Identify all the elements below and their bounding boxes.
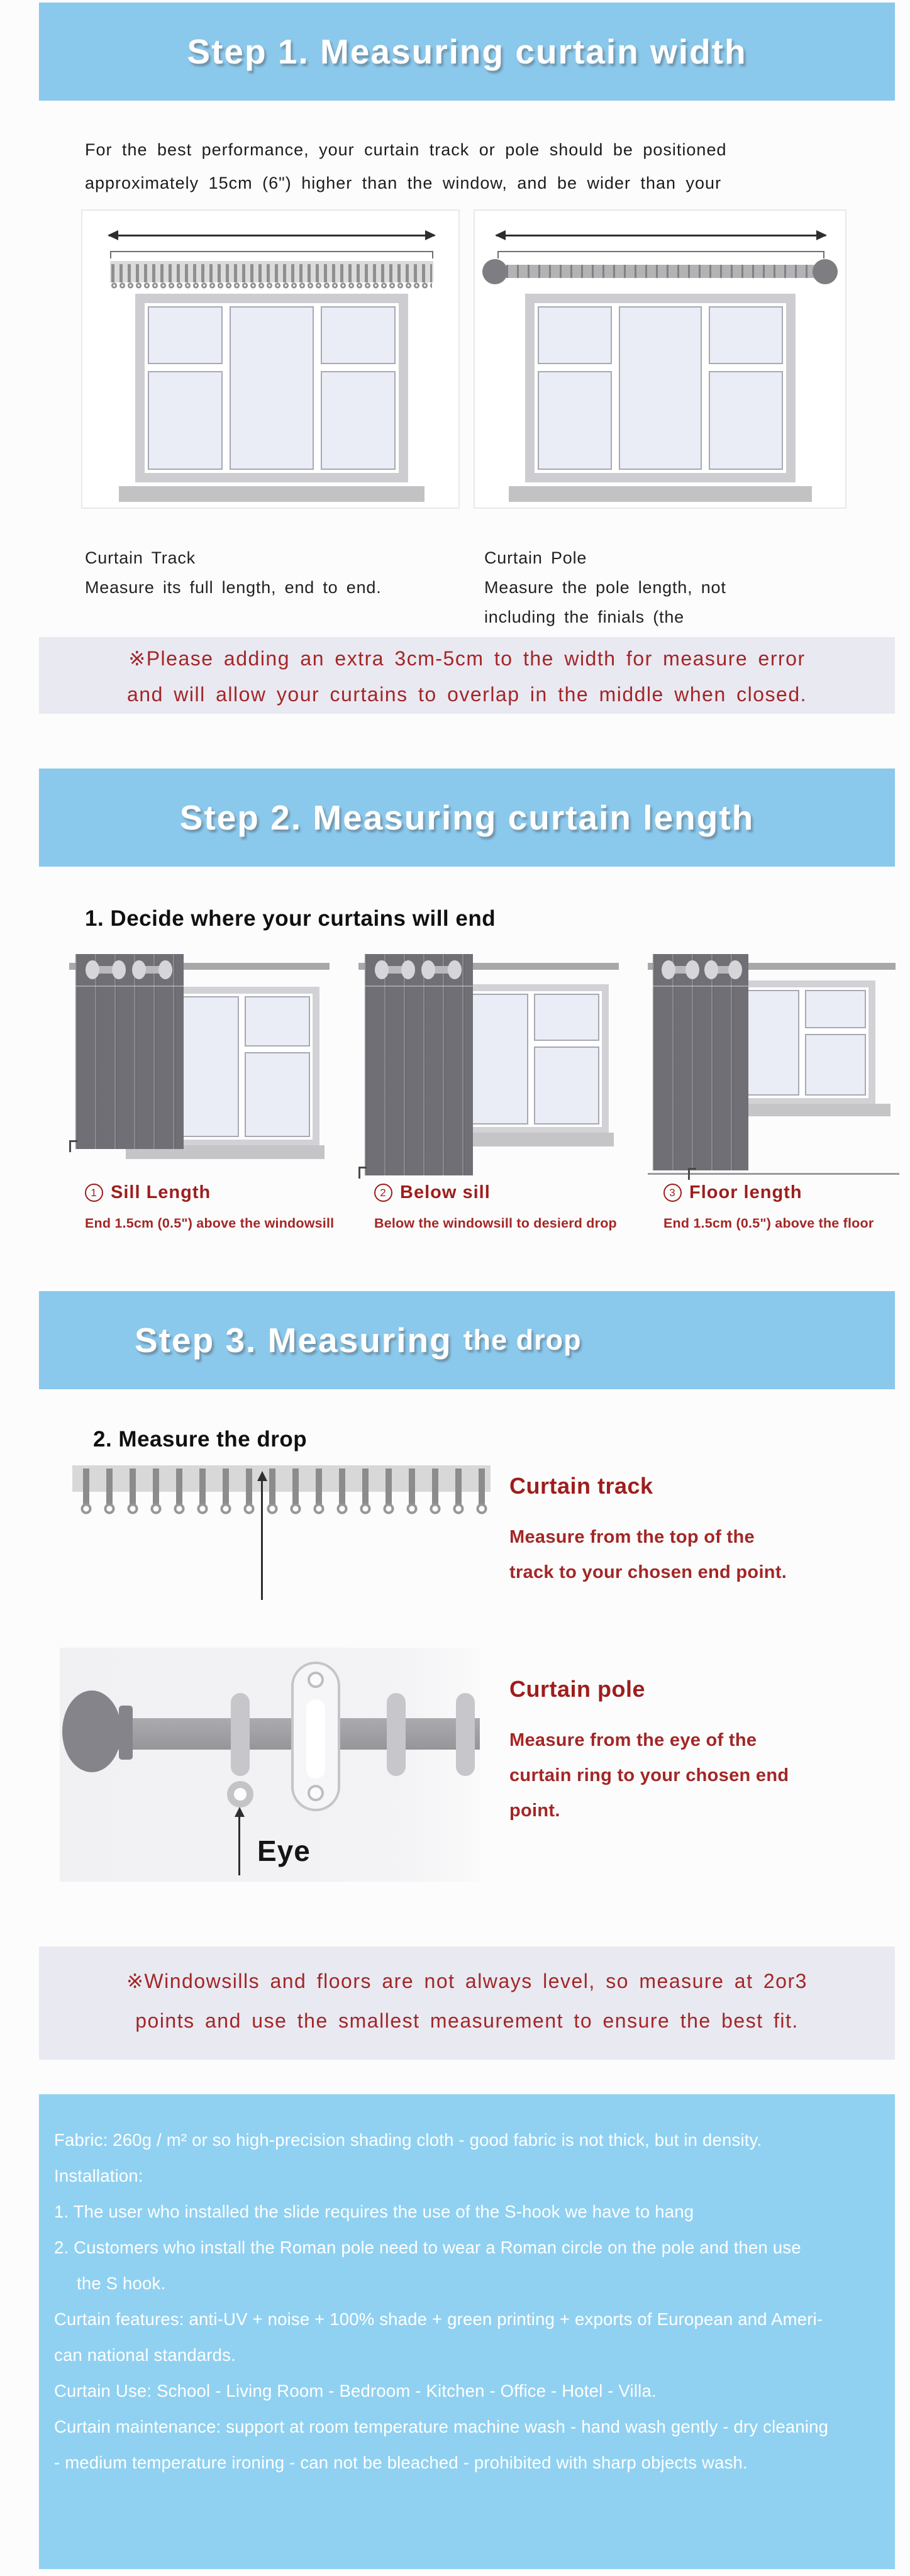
curtain-ring-eye (227, 1781, 253, 1807)
bracket-slot (306, 1699, 325, 1779)
window-illustration (728, 980, 875, 1105)
up-arrow-icon (238, 1816, 240, 1875)
windowsill (509, 486, 812, 502)
product-info-section (39, 2094, 895, 2569)
step2-banner (39, 769, 895, 867)
curtain-pole-bar (506, 265, 817, 278)
curtain-ring (231, 1693, 250, 1776)
curtain-track-hooks (74, 1468, 489, 1504)
pole-finial-left (482, 259, 508, 284)
floor-length-diagram (648, 947, 899, 1180)
pole-finial-ball (62, 1690, 121, 1772)
info-line: Curtain maintenance: support at room temperature machine wash - hand wash gently - dry cleaning (54, 2417, 829, 2436)
window-illustration (135, 294, 408, 482)
info-line: Curtain Use: School - Living Room - Bedroom - Kitchen - Office - Hotel - Villa. (54, 2381, 657, 2401)
step3-heading: 2. Measure the drop (93, 1427, 308, 1452)
window-pane (709, 306, 783, 364)
step1-banner-title: Step 1. Measuring curtain width (187, 32, 747, 71)
reference-mark-icon: ※ (128, 647, 147, 670)
level-note-line1: ※Windowsills and floors are not always level, so measure at 2or3 (126, 1970, 807, 1992)
window-column-right (321, 306, 396, 470)
window-column-right (534, 994, 600, 1124)
window-illustration (453, 984, 609, 1134)
curtain-track-hook-eyes (74, 1503, 489, 1516)
window-illustration (525, 294, 796, 482)
curtain-pole-desc: Measure from the eye of the curtain ring to your chosen end point. (509, 1730, 789, 1821)
below-sill-caption (374, 1182, 617, 1231)
window-pane (148, 371, 223, 470)
window-column-left (538, 306, 612, 470)
width-double-arrow-icon (496, 235, 826, 236)
curtain-track-drop-diagram (72, 1465, 491, 1601)
curtain-track-caption-title: Curtain Track (85, 548, 196, 567)
window-pane (538, 306, 612, 364)
window-column-left (148, 306, 223, 470)
curtain-track-hook-eyes (111, 282, 432, 289)
floor-length-title: Floor length (689, 1182, 802, 1202)
sill-length-diagram (69, 947, 333, 1180)
grommet-ring (421, 960, 435, 979)
window-pane (534, 1046, 600, 1124)
below-sill-title: Below sill (400, 1182, 491, 1202)
window-pane (321, 306, 396, 364)
width-measure-note (39, 637, 895, 714)
circled-number-icon: 1 (85, 1184, 103, 1202)
window-column-right (805, 990, 867, 1096)
info-line: Fabric: 260g / m² or so high-precision shading cloth - good fabric is not thick, but in density. (54, 2130, 762, 2150)
grommet-ring (132, 960, 146, 979)
curtain-pole-drop-diagram (60, 1648, 480, 1882)
step1-banner (39, 3, 895, 101)
curtain-panel (365, 954, 473, 1175)
window-pane (538, 371, 612, 470)
step2-banner-title: Step 2. Measuring curtain length (179, 798, 755, 837)
curtain-pole-window-diagram (474, 209, 846, 509)
grommet-ring (685, 960, 699, 979)
window-pane (709, 371, 783, 470)
grommet-ring (112, 960, 126, 979)
curtain-panel (75, 954, 184, 1149)
eye-label: Eye (257, 1835, 311, 1867)
window-pane (805, 990, 867, 1028)
step1-intro-paragraph (85, 133, 726, 200)
step3-banner-title: Step 3. Measuring (135, 1321, 452, 1360)
floor-line (648, 1173, 899, 1175)
info-line: the S hook. (77, 2273, 166, 2293)
curtain-track-gliders (111, 264, 432, 282)
info-line: Installation: (54, 2166, 143, 2185)
below-sill-diagram (358, 947, 623, 1180)
window-pane (619, 306, 702, 470)
window-pane (148, 306, 223, 364)
step1-intro-line2: approximately 15cm (6") higher than the window, and be wider than your (85, 174, 722, 192)
grommet-ring (158, 960, 172, 979)
info-line: 1. The user who installed the slide requires the use of the S-hook we have to hang (54, 2202, 694, 2221)
floor-length-caption (663, 1182, 874, 1231)
floor-length-desc: End 1.5cm (0.5") above the floor (663, 1216, 874, 1231)
level-note-line2: points and use the smallest measurement to ensure the best fit. (135, 2009, 799, 2032)
window-column-middle (230, 306, 314, 470)
window-pane (245, 996, 311, 1046)
window-pane (321, 371, 396, 470)
width-note-line1: ※Please adding an extra 3cm-5cm to the width for measure error (128, 647, 806, 670)
grommet-ring (401, 960, 415, 979)
window-column-middle (619, 306, 702, 470)
grommet-ring (86, 960, 99, 979)
grommet-ring (728, 960, 742, 979)
curtain-pole-caption-desc-line1: Measure the pole length, not (484, 578, 726, 597)
measure-bracket-line (110, 251, 433, 252)
window-pane (805, 1034, 867, 1096)
step1-intro-line1: For the best performance, your curtain track or pole should be positioned (85, 140, 727, 159)
sill-length-title-row (85, 1182, 334, 1203)
curtain-ring (456, 1693, 475, 1776)
step3-banner (39, 1291, 895, 1389)
below-sill-title-row (374, 1182, 617, 1203)
reference-mark-icon: ※ (126, 1970, 145, 1992)
grommet-ring (662, 960, 675, 979)
circled-number-icon: 3 (663, 1184, 682, 1202)
window-column-right (245, 996, 311, 1137)
step2-heading: 1. Decide where your curtains will end (85, 906, 496, 931)
info-line: 2. Customers who install the Roman pole need to wear a Roman circle on the pole and then use (54, 2238, 801, 2257)
below-sill-desc: Below the windowsill to desierd drop (374, 1216, 617, 1231)
curtain-ring (387, 1693, 406, 1776)
grommet-ring (375, 960, 389, 979)
curtain-track-desc: Measure from the top of the track to your chosen end point. (509, 1527, 787, 1582)
curtain-panel (653, 954, 748, 1170)
sill-length-desc: End 1.5cm (0.5") above the windowsill (85, 1216, 335, 1231)
step3-banner-subtitle: the drop (463, 1324, 582, 1356)
sill-length-caption (85, 1182, 334, 1231)
window-pane (534, 994, 600, 1041)
info-line: - medium temperature ironing - can not be bleached - prohibited with sharp objects wash. (54, 2453, 748, 2472)
curtain-pole-caption-title: Curtain Pole (484, 548, 587, 567)
curtain-track-caption-desc: Measure its full length, end to end. (85, 578, 382, 597)
curtain-pole-title: Curtain pole (509, 1676, 646, 1702)
window-illustration (164, 987, 319, 1146)
curtain-pole-text (509, 1676, 789, 1828)
curtain-pole-caption-desc-line2: including the finials (the (484, 608, 684, 626)
curtain-track-title: Curtain track (509, 1473, 653, 1499)
pole-finial-right (813, 259, 838, 284)
drop-gap-mark (358, 1167, 367, 1179)
circled-number-icon: 2 (374, 1184, 392, 1202)
width-note-line2: and will allow your curtains to overlap in the middle when closed. (126, 683, 807, 706)
up-arrow-icon (261, 1480, 263, 1600)
curtain-track-caption (85, 543, 382, 602)
window-column-right (709, 306, 783, 470)
grommet-ring (448, 960, 462, 979)
window-pane (230, 306, 314, 470)
info-line: Curtain features: anti-UV + noise + 100% shade + green printing + exports of European and Ameri- (54, 2309, 823, 2329)
windowsill (119, 486, 424, 502)
level-measure-note (39, 1946, 895, 2060)
sill-length-title: Sill Length (111, 1182, 211, 1202)
curtain-track-text (509, 1473, 787, 1590)
measure-bracket-line (497, 251, 824, 252)
floor-length-title-row (663, 1182, 874, 1203)
width-double-arrow-icon (109, 235, 435, 236)
info-line: can national standards. (54, 2345, 236, 2365)
floor-gap-mark (688, 1168, 696, 1180)
curtain-pole-caption (484, 543, 726, 632)
sill-gap-mark (69, 1140, 77, 1152)
grommet-ring (704, 960, 718, 979)
window-pane (245, 1052, 311, 1137)
curtain-track-window-diagram (81, 209, 460, 509)
pole-wall-bracket (291, 1662, 340, 1811)
